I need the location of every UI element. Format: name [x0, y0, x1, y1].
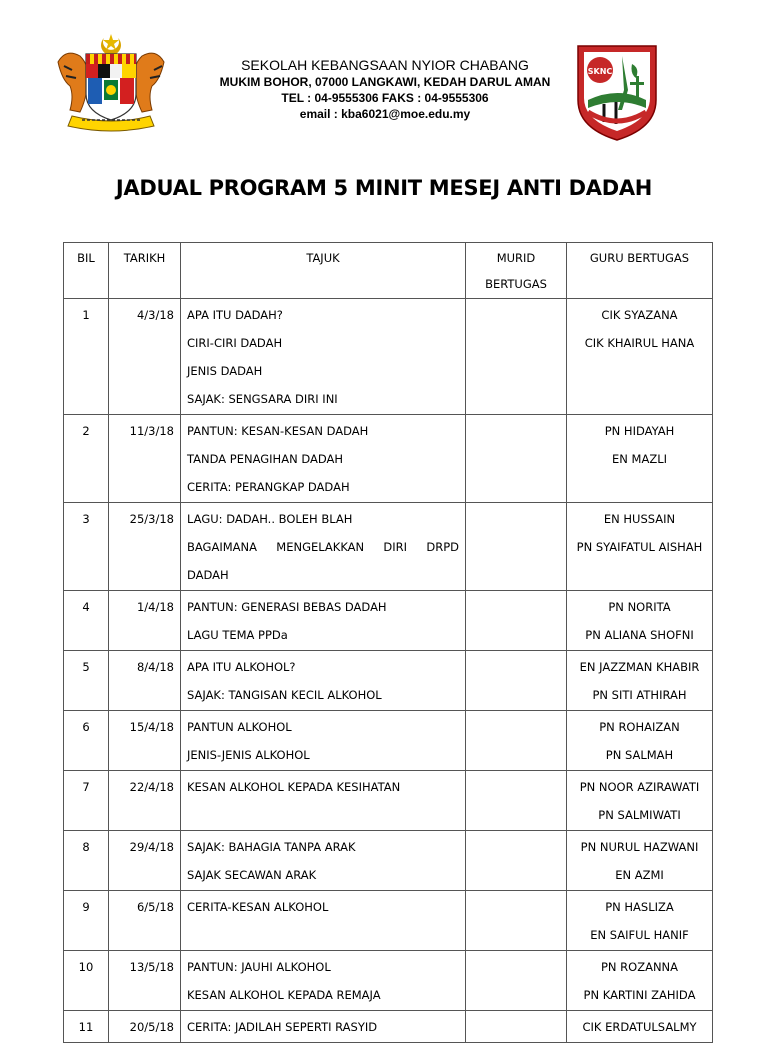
- cell-tajuk: [181, 771, 466, 831]
- school-crest-icon: [574, 42, 660, 142]
- cell-murid: [466, 771, 567, 831]
- cell-murid: [466, 651, 567, 711]
- cell-tajuk: [181, 1011, 466, 1043]
- header-tajuk: TAJUK: [181, 243, 466, 299]
- tajuk-line: APA ITU DADAH?: [187, 308, 283, 322]
- cell-guru: [567, 711, 713, 771]
- guru-line: EN HUSSAIN: [603, 512, 676, 526]
- cell-tajuk: [181, 831, 466, 891]
- cell-tarikh: 20/5/18: [109, 1011, 181, 1043]
- cell-guru: [567, 591, 713, 651]
- guru-line: PN HASLIZA: [605, 900, 674, 914]
- cell-bil: 6: [64, 711, 109, 771]
- coat-of-arms-icon: [52, 32, 170, 134]
- cell-bil: 11: [64, 1011, 109, 1043]
- guru-line: PN ROHAIZAN: [599, 720, 680, 734]
- table-row: [64, 503, 713, 591]
- cell-bil: 2: [64, 415, 109, 503]
- cell-tajuk: [181, 415, 466, 503]
- table-row: [64, 891, 713, 951]
- page-title: JADUAL PROGRAM 5 MINIT MESEJ ANTI DADAH: [115, 176, 653, 200]
- program-table: [63, 242, 713, 1043]
- cell-tarikh: 8/4/18: [109, 651, 181, 711]
- tajuk-line: JENIS DADAH: [187, 364, 263, 378]
- school-email: email : kba6021@moe.edu.my: [299, 107, 471, 121]
- header-murid-line2: BERTUGAS: [485, 277, 547, 291]
- cell-tajuk: [181, 651, 466, 711]
- cell-tajuk: [181, 299, 466, 415]
- cell-tajuk: [181, 951, 466, 1011]
- guru-line: PN HIDAYAH: [604, 424, 675, 438]
- cell-tajuk: [181, 891, 466, 951]
- tajuk-line: CERITA: JADILAH SEPERTI RASYID: [187, 1020, 378, 1034]
- header-murid-bertugas: [466, 243, 567, 299]
- tajuk-line: SAJAK SECAWAN ARAK: [187, 868, 317, 882]
- table-row: [64, 1011, 713, 1043]
- guru-line: PN SALMAH: [605, 748, 674, 762]
- tajuk-line: SAJAK: BAHAGIA TANPA ARAK: [187, 840, 356, 854]
- cell-murid: [466, 591, 567, 651]
- table-row: [64, 299, 713, 415]
- tajuk-line: SAJAK: SENGSARA DIRI INI: [187, 392, 338, 406]
- cell-bil: 10: [64, 951, 109, 1011]
- cell-bil: 4: [64, 591, 109, 651]
- tajuk-line: LAGU: DADAH.. BOLEH BLAH: [187, 512, 353, 526]
- header-guru: GURU BERTUGAS: [567, 243, 713, 299]
- guru-line: PN ALIANA SHOFNI: [585, 628, 694, 642]
- guru-line: CIK ERDATULSALMY: [582, 1020, 697, 1034]
- guru-line: PN SALMIWATI: [598, 808, 681, 822]
- tajuk-line: JENIS-JENIS ALKOHOL: [187, 748, 310, 762]
- guru-line: EN MAZLI: [612, 452, 667, 466]
- tajuk-line: KESAN ALKOHOL KEPADA KESIHATAN: [187, 780, 401, 794]
- guru-line: PN NORITA: [608, 600, 671, 614]
- cell-bil: 8: [64, 831, 109, 891]
- cell-tarikh: 1/4/18: [109, 591, 181, 651]
- cell-murid: [466, 1011, 567, 1043]
- table-row: [64, 831, 713, 891]
- cell-bil: 7: [64, 771, 109, 831]
- tajuk-line: PANTUN: KESAN-KESAN DADAH: [187, 424, 369, 438]
- guru-line: PN NOOR AZIRAWATI: [579, 780, 700, 794]
- table-row: [64, 591, 713, 651]
- cell-guru: [567, 1011, 713, 1043]
- guru-line: CIK SYAZANA: [601, 308, 678, 322]
- cell-murid: [466, 503, 567, 591]
- tajuk-line: CERITA-KESAN ALKOHOL: [187, 900, 329, 914]
- guru-line: PN KARTINI ZAHIDA: [583, 988, 696, 1002]
- tajuk-line: BAGAIMANA MENGELAKKAN DIRI DRPD: [187, 540, 459, 554]
- school-phone: TEL : 04-9555306 FAKS : 04-9555306: [281, 91, 489, 105]
- cell-tarikh: 15/4/18: [109, 711, 181, 771]
- cell-guru: [567, 651, 713, 711]
- tajuk-line: PANTUN: JAUHI ALKOHOL: [187, 960, 331, 974]
- cell-murid: [466, 891, 567, 951]
- tajuk-line: TANDA PENAGIHAN DADAH: [187, 452, 344, 466]
- table-row: [64, 771, 713, 831]
- cell-guru: [567, 891, 713, 951]
- cell-bil: 1: [64, 299, 109, 415]
- table-row: [64, 415, 713, 503]
- guru-line: EN SAIFUL HANIF: [590, 928, 689, 942]
- table-row: [64, 651, 713, 711]
- tajuk-line: LAGU TEMA PPDa: [187, 628, 288, 642]
- tajuk-line: CERITA: PERANGKAP DADAH: [187, 480, 350, 494]
- guru-line: PN NURUL HAZWANI: [580, 840, 699, 854]
- table-header-row: [64, 243, 713, 299]
- cell-tarikh: 6/5/18: [109, 891, 181, 951]
- cell-tajuk: [181, 711, 466, 771]
- tajuk-line: APA ITU ALKOHOL?: [187, 660, 296, 674]
- cell-tarikh: 13/5/18: [109, 951, 181, 1011]
- cell-guru: [567, 299, 713, 415]
- cell-murid: [466, 831, 567, 891]
- cell-guru: [567, 951, 713, 1011]
- cell-tarikh: 29/4/18: [109, 831, 181, 891]
- cell-tarikh: 25/3/18: [109, 503, 181, 591]
- tajuk-line: PANTUN: GENERASI BEBAS DADAH: [187, 600, 387, 614]
- cell-murid: [466, 951, 567, 1011]
- table-row: [64, 711, 713, 771]
- guru-line: CIK KHAIRUL HANA: [584, 336, 695, 350]
- cell-bil: 5: [64, 651, 109, 711]
- cell-murid: [466, 415, 567, 503]
- cell-tarikh: 4/3/18: [109, 299, 181, 415]
- table-row: [64, 951, 713, 1011]
- cell-guru: [567, 503, 713, 591]
- cell-tajuk: [181, 591, 466, 651]
- tajuk-line: PANTUN ALKOHOL: [187, 720, 292, 734]
- school-header: [170, 57, 600, 123]
- guru-line: PN SITI ATHIRAH: [592, 688, 687, 702]
- header-murid-line1: MURID: [496, 251, 536, 265]
- cell-murid: [466, 711, 567, 771]
- tajuk-line: KESAN ALKOHOL KEPADA REMAJA: [187, 988, 381, 1002]
- header-bil: BIL: [64, 243, 109, 299]
- cell-murid: [466, 299, 567, 415]
- cell-tarikh: 11/3/18: [109, 415, 181, 503]
- cell-guru: [567, 415, 713, 503]
- guru-line: PN ROZANNA: [600, 960, 679, 974]
- cell-bil: 9: [64, 891, 109, 951]
- cell-tajuk: [181, 503, 466, 591]
- cell-bil: 3: [64, 503, 109, 591]
- school-address: MUKIM BOHOR, 07000 LANGKAWI, KEDAH DARUL AMAN: [219, 75, 551, 89]
- tajuk-line: SAJAK: TANGISAN KECIL ALKOHOL: [187, 688, 382, 702]
- guru-line: EN JAZZMAN KHABIR: [579, 660, 700, 674]
- guru-line: PN SYAIFATUL AISHAH: [576, 540, 703, 554]
- header-tarikh: TARIKH: [109, 243, 181, 299]
- tajuk-line: CIRI-CIRI DADAH: [187, 336, 283, 350]
- cell-guru: [567, 771, 713, 831]
- cell-guru: [567, 831, 713, 891]
- guru-line: EN AZMI: [615, 868, 664, 882]
- cell-tarikh: 22/4/18: [109, 771, 181, 831]
- crest-text: SKNC: [587, 67, 613, 76]
- tajuk-line: DADAH: [187, 568, 229, 582]
- school-name: SEKOLAH KEBANGSAAN NYIOR CHABANG: [241, 57, 529, 73]
